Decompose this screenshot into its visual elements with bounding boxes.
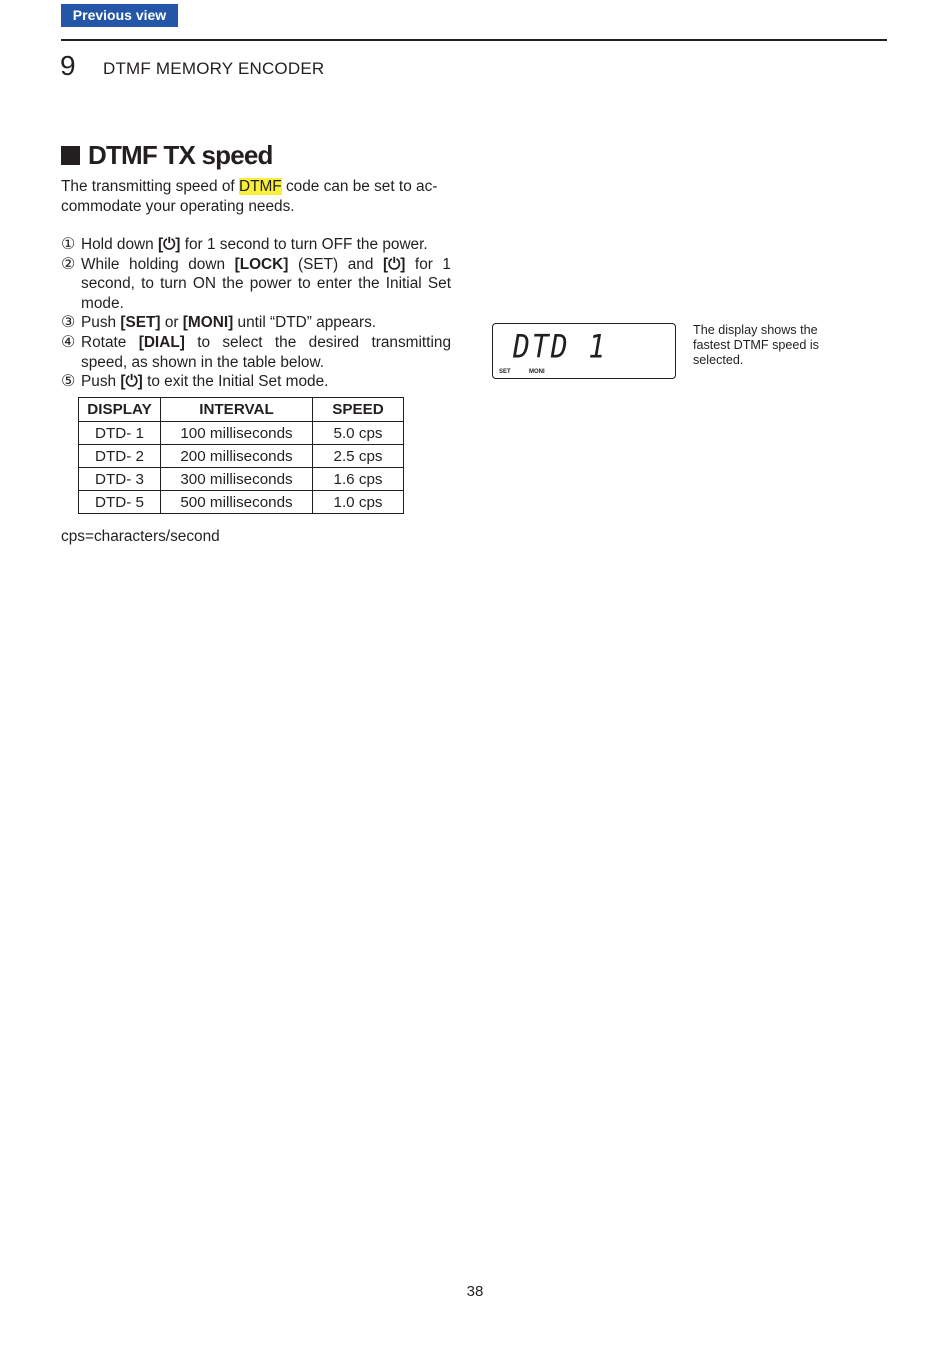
section-title-text: DTMF TX speed [88,140,273,170]
steps-list [61,235,451,392]
step-text-part: (SET) and [288,255,383,273]
units-note: cps=characters/second [61,528,220,545]
step-text-part: Push [81,314,121,332]
key-name: [⏻] [382,255,406,273]
step-number: ③ [61,314,76,332]
step-text-part: Push [81,373,121,391]
step-text [81,313,451,333]
table-header: INTERVAL [161,398,313,422]
step-text-part: to exit the Initial Set mode. [142,373,329,391]
intro-paragraph [61,177,453,217]
table-cell: 200 milliseconds [161,445,313,468]
table-cell: DTD- 3 [79,468,161,491]
lcd-readout: DTD 1 [513,327,608,366]
table-header: SPEED [313,398,404,422]
table-row [79,422,404,445]
table-cell: 2.5 cps [313,445,404,468]
step-text-part: or [160,314,183,332]
step-text-part: until “DTD” appears. [233,314,377,332]
step-item [61,235,451,255]
key-name: [⏻] [158,236,181,253]
table-cell: 1.0 cps [313,491,404,514]
chapter-number: 9 [60,50,76,81]
section-title [61,140,273,170]
key-name: [DIAL] [138,333,185,351]
step-text-part: Hold down [81,236,158,253]
page-number: 38 [466,1283,484,1300]
step-text-part: While holding down [81,255,235,273]
table-cell: 300 milliseconds [161,468,313,491]
step-number: ④ [61,333,76,351]
speed-table [78,397,404,514]
lcd-display-illustration [492,323,676,379]
step-item [61,372,451,392]
table-cell: DTD- 5 [79,491,161,514]
key-name: [LOCK] [234,255,289,273]
step-number: ② [61,255,76,273]
table-row [79,445,404,468]
step-text-part: for 1 second, to turn ON the power to enter the Initial Set mode. [81,255,451,312]
step-text [81,235,451,255]
step-text [81,333,451,372]
table-row [79,491,404,514]
step-text-part: to select the desired transmitting speed, as shown in the table below. [81,333,451,371]
table-cell: 500 milliseconds [161,491,313,514]
step-item [61,313,451,333]
key-name: [SET] [120,314,161,332]
table-cell: 100 milliseconds [161,422,313,445]
highlighted-term: DTMF [238,178,282,195]
table-cell: 1.6 cps [313,468,404,491]
step-text [81,372,451,392]
table-cell: 5.0 cps [313,422,404,445]
step-number: ① [61,236,76,253]
table-cell: DTD- 1 [79,422,161,445]
chapter-title: DTMF MEMORY ENCODER [103,59,325,78]
header-rule [61,39,887,41]
step-item [61,255,451,314]
table-header: DISPLAY [79,398,161,422]
lcd-moni-label: MONI [529,369,545,375]
step-text [81,255,451,314]
key-name: [⏻] [120,373,143,391]
step-text-part: for 1 second to turn OFF the power. [180,236,428,253]
previous-view-button[interactable]: Previous view [61,4,178,27]
table-row [79,468,404,491]
key-name: [MONI] [182,314,234,332]
intro-text-1: The transmitting speed of [61,178,239,195]
table-cell: DTD- 2 [79,445,161,468]
intro-text-2: code can be set to accommodate your operating needs. [61,178,438,215]
square-bullet-icon [61,146,80,165]
step-item [61,333,451,372]
display-caption: The display shows the fastest DTMF speed is selected. [693,323,819,367]
step-number: ⑤ [61,373,76,391]
lcd-set-label: SET [499,369,511,375]
step-text-part: Rotate [81,333,139,351]
